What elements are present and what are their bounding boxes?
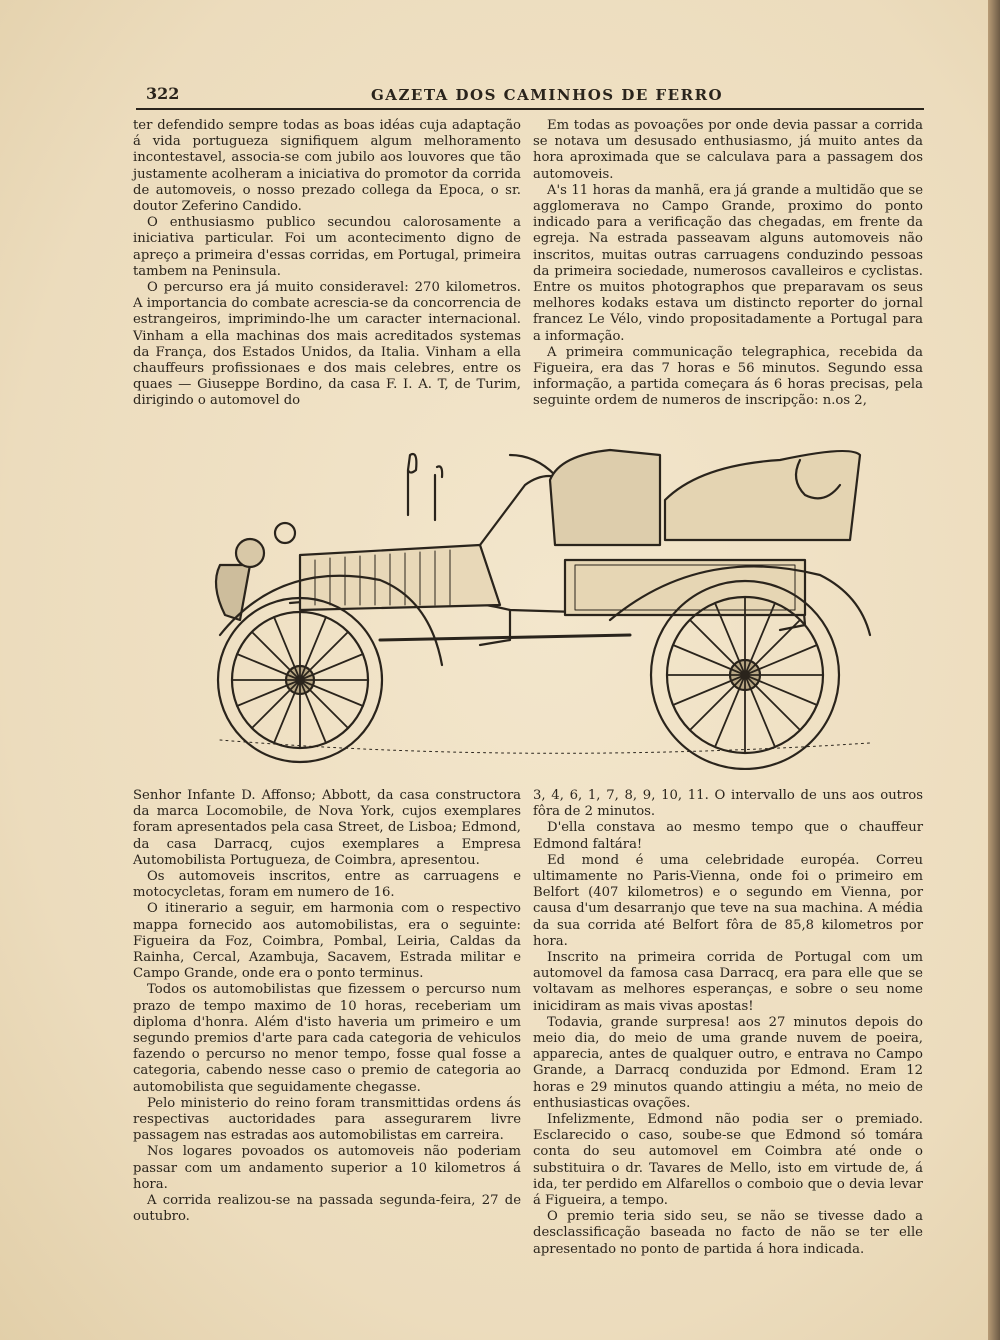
automobile-illustration bbox=[180, 425, 880, 770]
column-top-right bbox=[533, 118, 923, 410]
header-rule bbox=[136, 108, 924, 110]
paragraph: Pelo ministerio do reino foram transmittidas ordens ás respectivas auctoridades para assegurarem livre passagem nas estradas aos automobilistas em carreira. bbox=[133, 1095, 521, 1144]
paragraph: ter defendido sempre todas as boas idéas cuja adaptação á vida portugueza signifiquem algum melhoramento incontestavel, associa-se com jubilo aos louvores que tão justamente acolheram a iniciativa do promotor da corrida de automoveis, o nosso prezado collega da Epoca, o sr. doutor Zeferino Candido. bbox=[133, 118, 521, 215]
paragraph: Os automoveis inscritos, entre as carruagens e motocycletas, foram em numero de 16. bbox=[133, 869, 521, 901]
column-bottom-right bbox=[533, 788, 923, 1258]
journal-title: GAZETA DOS CAMINHOS DE FERRO bbox=[371, 86, 724, 104]
page-header bbox=[136, 84, 924, 108]
page-edge-shadow bbox=[988, 0, 1000, 1340]
column-bottom-left bbox=[133, 788, 521, 1225]
paragraph: A's 11 horas da manhã, era já grande a multidão que se agglomerava no Campo Grande, proximo do ponto indicado para a verificação das chegadas, em frente da egreja. Na estrada passeavam alguns automoveis não inscritos, muitas outras carruagens conduzindo pessoas da primeira sociedade, numerosos cavalleiros e cyclistas. Entre os muitos photographos que preparavam os seus melhores kodaks estava um distincto reporter do jornal francez Le Vélo, vindo propositadamente a Portugal para a informação. bbox=[533, 182, 923, 344]
paragraph: 3, 4, 6, 1, 7, 8, 9, 10, 11. O intervallo de uns aos outros fôra de 2 minutos. bbox=[533, 788, 923, 820]
paragraph: Infelizmente, Edmond não podia ser o premiado. Esclarecido o caso, soube-se que Edmond só tomára conta do seu automovel em Coimbra até onde o substituira o dr. Tavares de Mello, isto em virtude de, á ida, ter perdido em Alfarellos o comboio que o devia levar á Figueira, a tempo. bbox=[533, 1112, 923, 1209]
paragraph: Em todas as povoações por onde devia passar a corrida se notava um desusado enthusiasmo, já muito antes da hora aproximada que se calculava para a passagem dos automoveis. bbox=[533, 118, 923, 182]
paragraph: Ed mond é uma celebridade européa. Correu ultimamente no Paris-Vienna, onde foi o primeiro em Belfort (407 kilometros) e o segundo em Vienna, por causa d'um desarranjo que teve na sua machina. A média da sua corrida até Belfort fôra de 85,8 kilometros por hora. bbox=[533, 852, 923, 949]
paragraph: O percurso era já muito consideravel: 270 kilometros. A importancia do combate acrescia-se da concorrencia de estrangeiros, imprimindo-lhe um caracter internacional. Vinham a ella machinas dos mais acreditados systemas da França, dos Estados Unidos, da Italia. Vinham a ella chauffeurs profissionaes e dos mais celebres, entre os quaes — Giuseppe Bordino, da casa F. I. A. T, de Turim, dirigindo o automovel do bbox=[133, 280, 521, 409]
paragraph: A primeira communicação telegraphica, recebida da Figueira, era das 7 horas e 56 minutos. Segundo essa informação, a partida começara ás 6 horas precisas, pela seguinte ordem de numeros de inscripção: n.os 2, bbox=[533, 344, 923, 409]
paragraph: Todavia, grande surpresa! aos 27 minutos depois do meio dia, do meio de uma grande nuvem de poeira, apparecia, antes de qualquer outro, e entrava no Campo Grande, a Darracq conduzida por Edmond. Eram 12 horas e 29 minutos quando attingiu a méta, no meio de enthusiasticas ovações. bbox=[533, 1014, 923, 1111]
paragraph: Inscrito na primeira corrida de Portugal com um automovel da famosa casa Darracq, era para elle que se voltavam as melhores esperanças, e sobre o seu nome inicidiram as mais vivas apostas! bbox=[533, 950, 923, 1014]
paragraph: Nos logares povoados os automoveis não poderiam passar com um andamento superior a 10 kilometros á hora. bbox=[133, 1144, 521, 1192]
paragraph: O premio teria sido seu, se não se tivesse dado a desclassificação baseada no facto de não se ter elle apresentado no ponto de partida á hora indicada. bbox=[533, 1209, 923, 1257]
paragraph: D'ella constava ao mesmo tempo que o chauffeur Edmond faltára! bbox=[533, 820, 923, 852]
paragraph: A corrida realizou-se na passada segunda-feira, 27 de outubro. bbox=[133, 1193, 521, 1225]
column-top-left bbox=[133, 118, 521, 410]
paragraph: O enthusiasmo publico secundou calorosamente a iniciativa particular. Foi um acontecimento digno de apreço a primeira d'essas corridas, em Portugal, primeira tambem na Peninsula. bbox=[133, 215, 521, 279]
page-number: 322 bbox=[146, 84, 180, 103]
paragraph: O itinerario a seguir, em harmonia com o respectivo mappa fornecido aos automobilistas, era o seguinte: Figueira da Foz, Coimbra, Pombal, Leiria, Caldas da Rainha, Cercal, Azambuja, Sacavem, Estrada militar e Campo Grande, onde era o ponto terminus. bbox=[133, 901, 521, 982]
paragraph: Todos os automobilistas que fizessem o percurso num prazo de tempo maximo de 10 horas, receberiam um diploma d'honra. Além d'isto haveria um primeiro e um segundo premios d'arte para cada categoria de vehiculos fazendo o percurso no menor tempo, fosse qual fosse a categoria, cabendo nesse caso o premio de categoria ao automobilista que seguidamente chegasse. bbox=[133, 982, 521, 1095]
paragraph: Senhor Infante D. Affonso; Abbott, da casa constructora da marca Locomobile, de Nova York, cujos exemplares foram apresentados pela casa Street, de Lisboa; Edmond, da casa Darracq, cujos exemplares a Empresa Automobilista Portugueza, de Coimbra, apresentou. bbox=[133, 788, 521, 868]
